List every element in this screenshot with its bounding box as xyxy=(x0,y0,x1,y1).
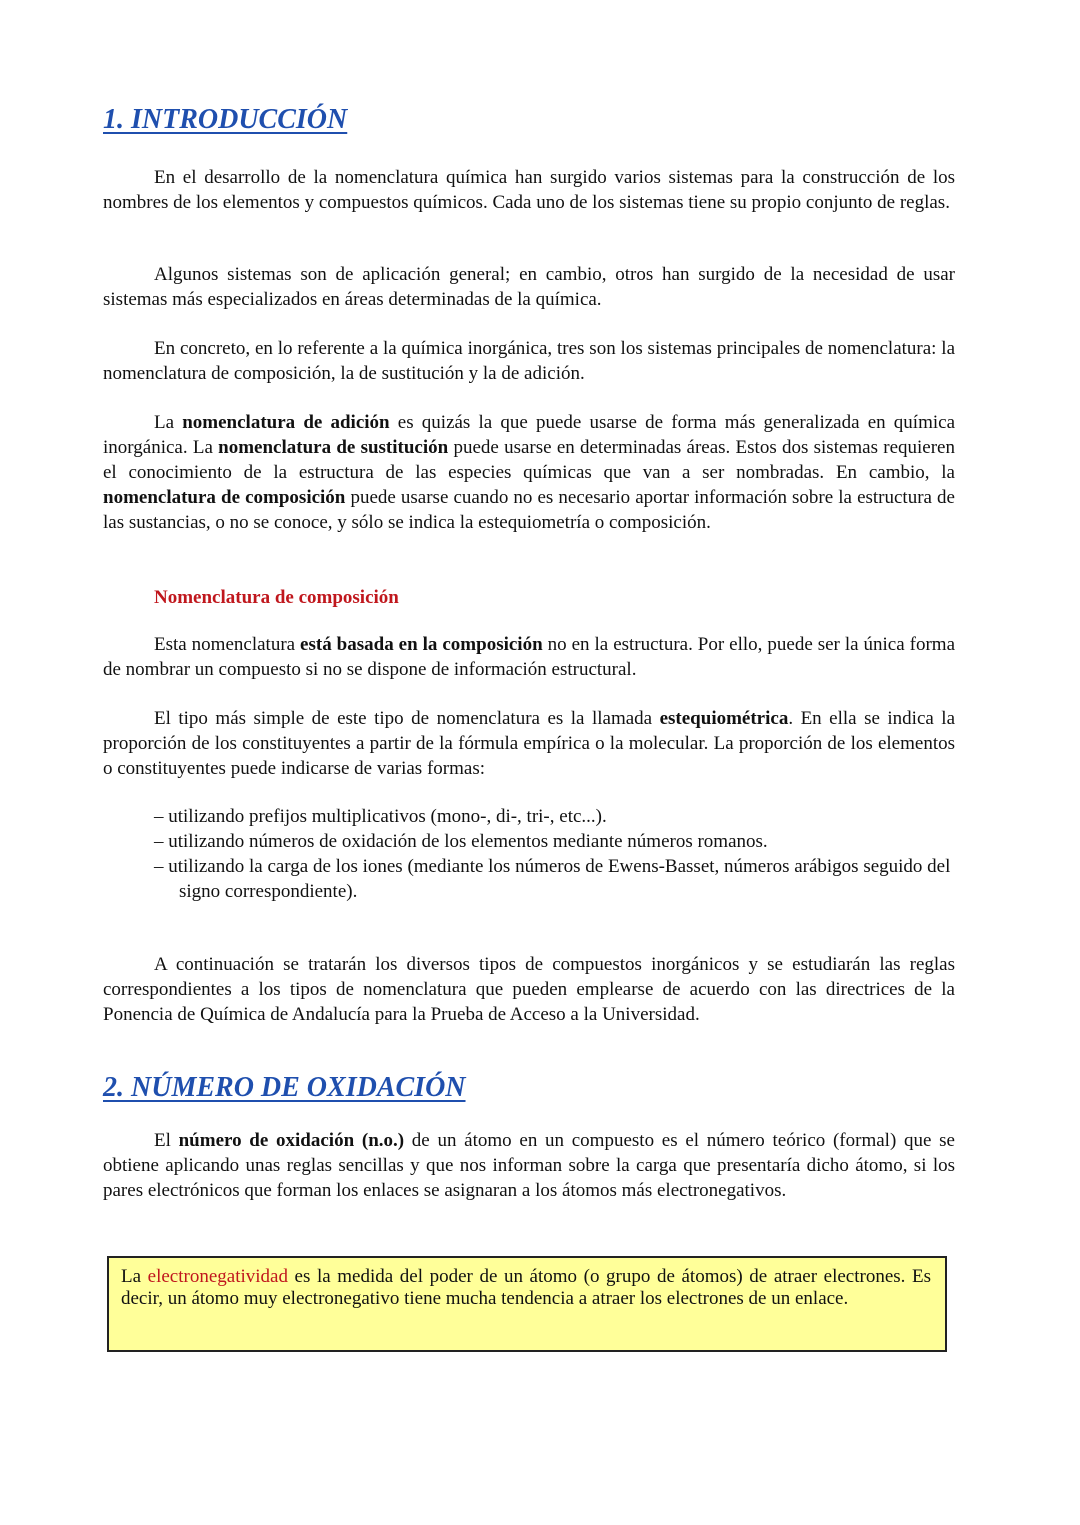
subheading-nomenclatura-composicion: Nomenclatura de composición xyxy=(154,587,399,608)
bold-term-sustitucion: nomenclatura de sustitución xyxy=(218,437,449,458)
term-numero-oxidacion: número de oxidación (n.o.) xyxy=(178,1130,405,1151)
list-item: – utilizando números de oxidación de los elementos mediante números romanos. xyxy=(154,831,768,852)
intro-paragraph-4: La nomenclatura de adición es quizás la que puede usarse de forma más generalizada en química inorgánica. La nomenclatura de sustitución puede usarse en determinadas áreas. Estos dos sistemas requieren el conocimiento de la estructura de las especies químicas que van a ser nombradas. En cambio, la nomenclatura de composición puede usarse cuando no es necesario aportar información sobre la estructura de las sustancias, o no se conoce, y sólo se indica la estequiometría o composición. xyxy=(103,412,956,533)
electronegativity-note-box: La electronegatividad es la medida del poder de un átomo (o grupo de átomos) de atraer electrones. Es decir, un átomo muy electronegativo tiene mucha tendencia a atraer los electrones de un enlace. xyxy=(107,1256,947,1352)
intro-paragraph-1: En el desarrollo de la nomenclatura química han surgido varios sistemas para la construcción de los nombres de los elementos y compuestos químicos. Cada uno de los sistemas tiene su propio conjunto de reglas. xyxy=(103,167,955,213)
section-2-heading: 2. NÚMERO DE OXIDACIÓN xyxy=(103,1072,466,1103)
stoichiometric-paragraph: El tipo más simple de este tipo de nomenclatura es la llamada estequiométrica. En ella se indica la proporción de los constituyentes a partir de la fórmula empírica o la molecular. La proporción de los elementos o constituyentes puede indicarse de varias formas: xyxy=(103,708,956,779)
section-1-heading: 1. INTRODUCCIÓN xyxy=(103,104,348,135)
bold-term-estequiometrica: estequiométrica xyxy=(659,708,789,729)
composition-paragraph: Esta nomenclatura está basada en la composición no en la estructura. Por ello, puede ser la única forma de nombrar un compuesto si no se dispone de información estructural. xyxy=(103,634,955,680)
list-item: – utilizando prefijos multiplicativos (mono-, di-, tri-, etc...). xyxy=(154,806,607,827)
list-item: – utilizando la carga de los iones (mediante los números de Ewens-Basset, números arábigos seguido del signo correspondiente). xyxy=(154,856,951,902)
bold-term-composicion: nomenclatura de composición xyxy=(103,487,346,508)
oxidation-number-paragraph: El número de oxidación (n.o.) de un átomo en un compuesto es el número teórico (formal) que se obtiene aplicando unas reglas sencillas y que nos informan sobre la carga que presentaría dicho átomo, si los pares electrónicos que forman los enlaces se asignaran a los átomos más electronegativos. xyxy=(103,1130,955,1201)
methods-list xyxy=(154,804,959,904)
term-electronegatividad: electronegatividad xyxy=(147,1266,288,1287)
bold-term-basada: está basada en la composición xyxy=(300,634,543,655)
intro-paragraph-2: Algunos sistemas son de aplicación general; en cambio, otros han surgido de la necesidad de usar sistemas más especializados en áreas determinadas de la química. xyxy=(103,264,955,310)
intro-paragraph-3: En concreto, en lo referente a la química inorgánica, tres son los sistemas principales de nomenclatura: la nomenclatura de composición, la de sustitución y la de adición. xyxy=(103,338,955,384)
continuation-paragraph: A continuación se tratarán los diversos tipos de compuestos inorgánicos y se estudiarán las reglas correspondientes a los tipos de nomenclatura que pueden emplearse de acuerdo con las directrices de la Ponencia de Química de Andalucía para la Prueba de Acceso a la Universidad. xyxy=(103,954,955,1025)
bold-term-adicion: nomenclatura de adición xyxy=(182,412,390,433)
